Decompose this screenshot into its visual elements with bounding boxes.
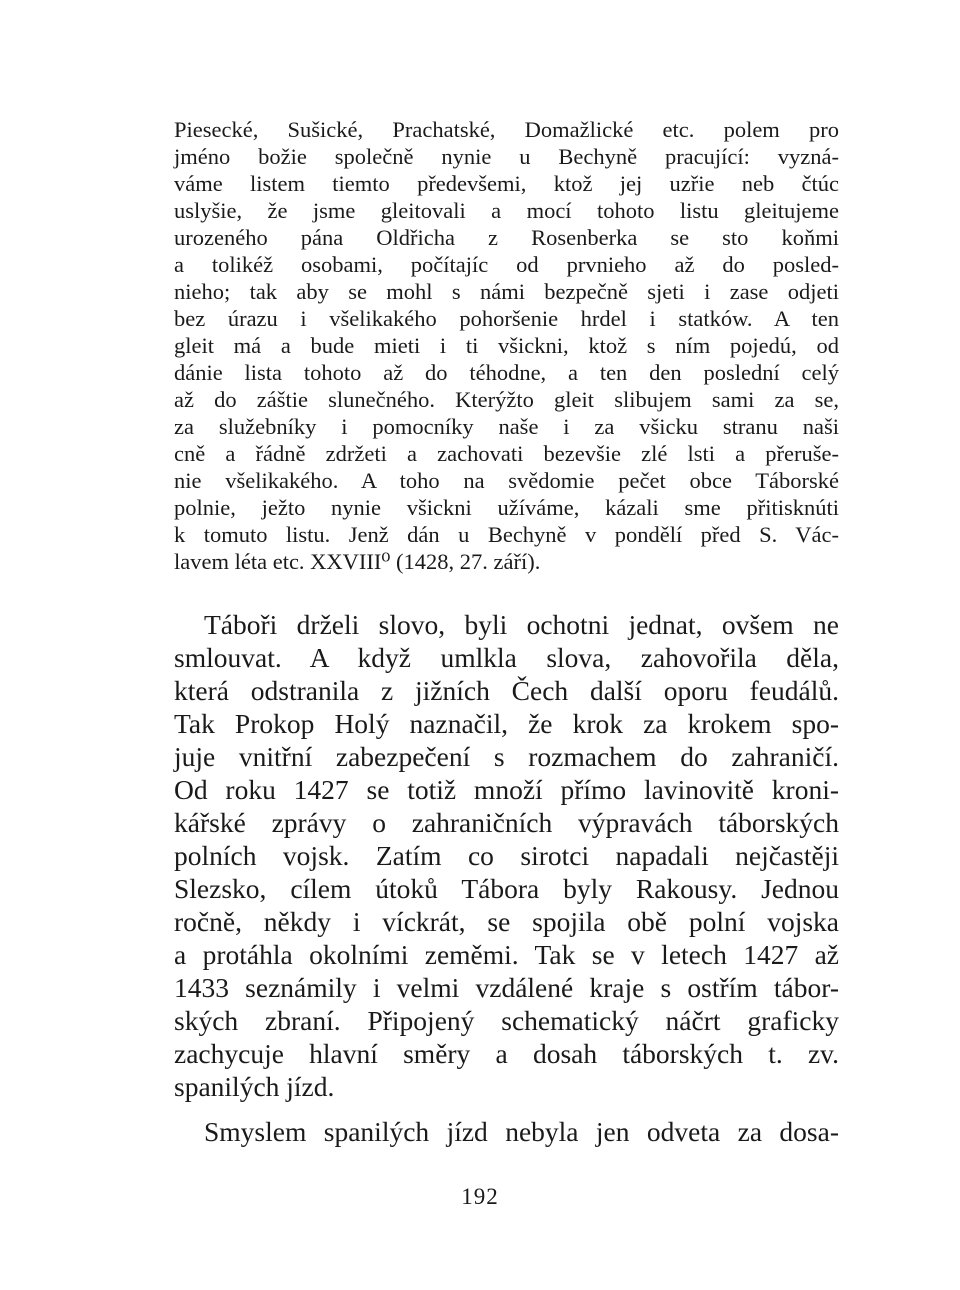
paragraph-gap xyxy=(174,1103,839,1115)
text-line: juje vnitřní zabezpečení s rozmachem do zahraničí. xyxy=(174,741,839,772)
quote-line: Piesecké, Sušické, Prachatské, Domažlické etc. polem pro xyxy=(174,117,839,142)
quote-line: jméno božie společně nynie u Bechyně pracující: vyzná- xyxy=(174,144,839,169)
text-line: 1433 seznámily i velmi vzdálené kraje s ostřím tábor- xyxy=(174,972,839,1003)
quote-line: urozeného pána Oldřicha z Rosenberka se sto koňmi xyxy=(174,225,839,250)
text-line: spanilých jízd. xyxy=(174,1071,335,1102)
text-line: polních vojsk. Zatím co sirotci napadali nejčastěji xyxy=(174,840,839,871)
quote-line: gleit má a bude mieti i ti všickni, ktož s ním pojedú, od xyxy=(174,333,839,358)
text-line: Tak Prokop Holý naznačil, že krok za krokem spo- xyxy=(174,708,839,739)
paragraph xyxy=(174,1115,839,1148)
text-line: kářské zprávy o zahraničních výpravách táborských xyxy=(174,807,839,838)
quote-line: k tomuto listu. Jenž dán u Bechyně v pondělí před S. Vác- xyxy=(174,522,839,547)
quote-line: a tolikéž osobami, počítajíc od prvnieho až do posled- xyxy=(174,252,839,277)
text-line: Táboři drželi slovo, byli ochotni jednat, ovšem ne xyxy=(204,609,839,640)
quote-line: nieho; tak aby se mohl s námi bezpečně sjeti i zase odjeti xyxy=(174,279,839,304)
quote-line: bez úrazu i všelikakého pohoršenie hrdel i statków. A ten xyxy=(174,306,839,331)
quote-line: uslyšie, že jsme gleitovali a mocí tohoto listu gleitujeme xyxy=(174,198,839,223)
page-number: 192 xyxy=(461,1184,499,1209)
quote-line: až do záštie slunečného. Kterýžto gleit slibujem sami za se, xyxy=(174,387,839,412)
paragraph xyxy=(174,608,839,1103)
text-line: která odstranila z jižních Čech další oporu feudálů. xyxy=(174,675,839,706)
text-line: smlouvat. A když umlkla slova, zahovořila děla, xyxy=(174,642,839,673)
quoted-letter xyxy=(174,116,839,575)
text-line: ských zbraní. Připojený schematický náčrt graficky xyxy=(174,1005,839,1036)
text-line: Smyslem spanilých jízd nebyla jen odveta za dosa- xyxy=(204,1116,839,1147)
quote-line: dánie lista tohoto až do téhodne, a ten den poslední celý xyxy=(174,360,839,385)
text-line: Od roku 1427 se totiž množí přímo lavinovitě kroni- xyxy=(174,774,839,805)
quote-line: lavem léta etc. XXVIII⁰ (1428, 27. září). xyxy=(174,549,541,574)
text-line: a protáhla okolními zeměmi. Tak se v letech 1427 až xyxy=(174,939,839,970)
quote-line: za služebníky i pomocníky naše i za všicku stranu naši xyxy=(174,414,839,439)
text-line: ročně, někdy i víckrát, se spojila obě polní vojska xyxy=(174,906,839,937)
main-text xyxy=(174,608,839,1148)
quote-line: cně a řádně zdržeti a zachovati bezevšie zlé lsti a přeruše- xyxy=(174,441,839,466)
text-line: zachycuje hlavní směry a dosah táborských t. zv. xyxy=(174,1038,839,1069)
quote-line: nie všelikakého. A toho na svědomie pečet obce Táborské xyxy=(174,468,839,493)
quote-line: váme listem tiemto předevšemi, ktož jej uzřie neb čtúc xyxy=(174,171,839,196)
quote-line: polnie, ježto nynie všickni užíváme, kázali sme přitisknúti xyxy=(174,495,839,520)
text-line: Slezsko, cílem útoků Tábora byly Rakousy. Jednou xyxy=(174,873,839,904)
